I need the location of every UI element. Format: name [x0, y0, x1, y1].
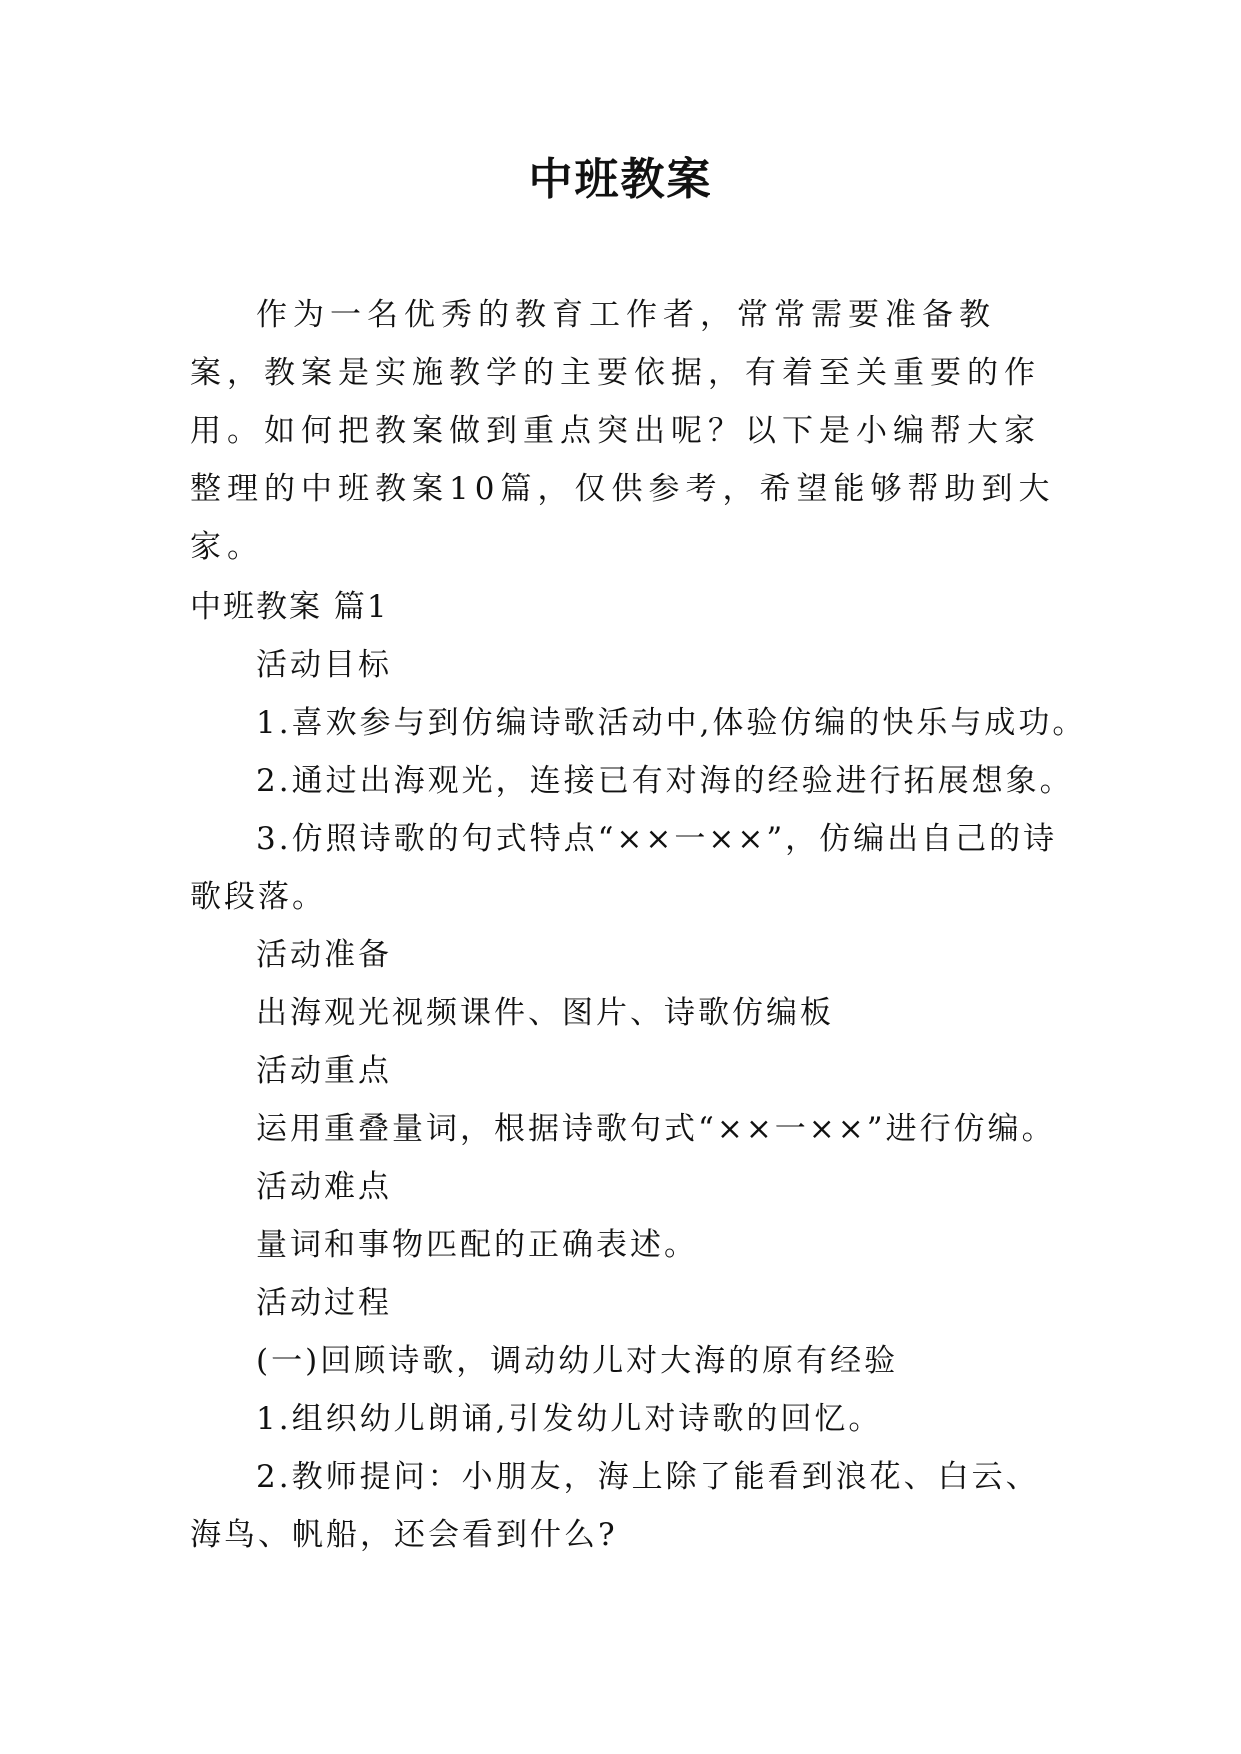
- goal-item-2: 2.通过出海观光，连接已有对海的经验进行拓展想象。: [256, 763, 1074, 799]
- document-title: 中班教案: [528, 154, 713, 205]
- goals-heading: 活动目标: [256, 647, 392, 683]
- difficulty-heading: 活动难点: [256, 1169, 392, 1205]
- process-step-1: (一)回顾诗歌，调动幼儿对大海的原有经验: [256, 1343, 899, 1379]
- intro-paragraph: 作为一名优秀的教育工作者，常常需要准备教案，教案是实施教学的主要依据，有着至关重要的作用。如何把教案做到重点突出呢？以下是小编帮大家整理的中班教案10篇，仅供参考，希望能够帮助到大家。: [190, 297, 1056, 565]
- process-item-1: 1.组织幼儿朗诵,引发幼儿对诗歌的回忆。: [256, 1401, 883, 1437]
- process-item-2: 2.教师提问：小朋友，海上除了能看到浪花、白云、海鸟、帆船，还会看到什么?: [190, 1459, 1040, 1553]
- goal-item-3: 3.仿照诗歌的句式特点“××一××”，仿编出自己的诗歌段落。: [190, 821, 1058, 915]
- prep-text: 出海观光视频课件、图片、诗歌仿编板: [256, 995, 834, 1031]
- difficulty-text: 量词和事物匹配的正确表述。: [256, 1227, 698, 1263]
- section-heading: 中班教案 篇1: [190, 589, 389, 625]
- key-text: 运用重叠量词，根据诗歌句式“××一××”进行仿编。: [256, 1111, 1056, 1147]
- lesson-body: [190, 578, 1087, 1564]
- key-heading: 活动重点: [256, 1053, 392, 1089]
- goal-item-1: 1.喜欢参与到仿编诗歌活动中,体验仿编的快乐与成功。: [256, 705, 1087, 741]
- process-heading: 活动过程: [256, 1285, 392, 1321]
- prep-heading: 活动准备: [256, 937, 392, 973]
